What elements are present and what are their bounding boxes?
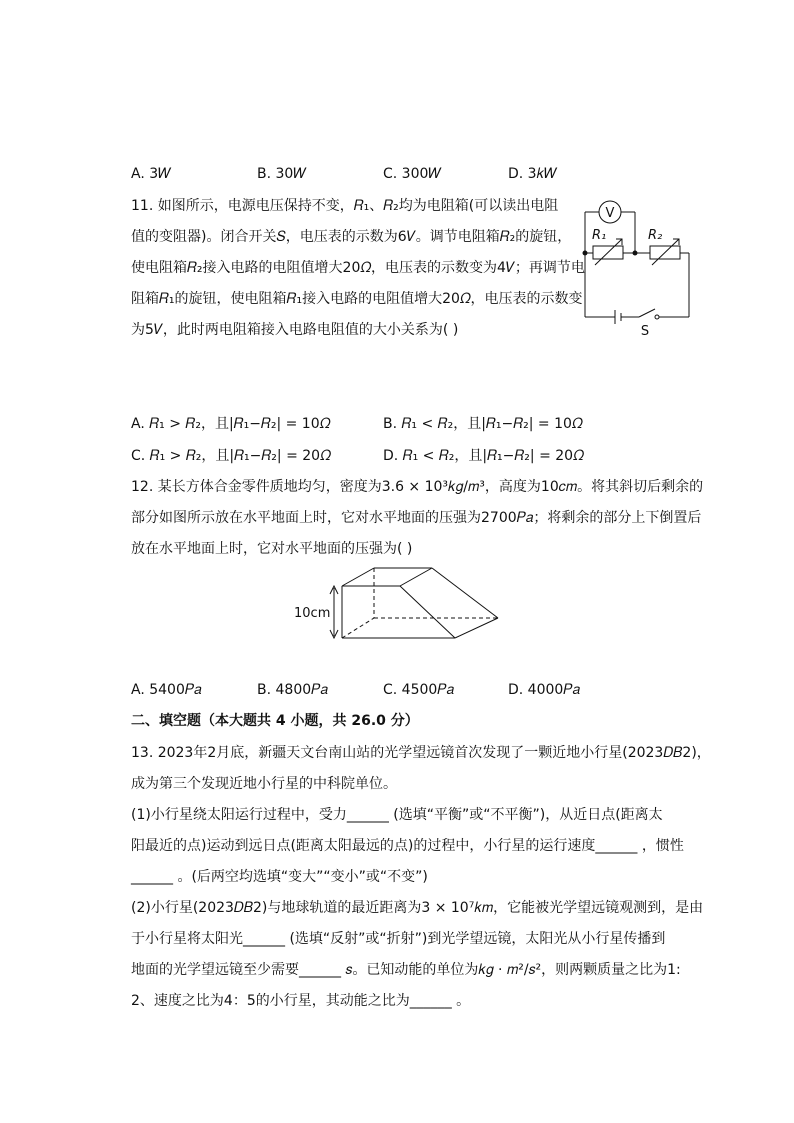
junction-dot	[583, 251, 588, 256]
q11-text-line: 为5𝑉，此时两电阻箱接入电路电阻值的大小关系为( )	[131, 322, 459, 338]
q12-option-a: A. 5400𝑃𝑎	[131, 682, 202, 698]
q11-text-line: 11. 如图所示，电源电压保持不变，𝑅₁、𝑅₂均为电阻箱(可以读出电阻	[131, 198, 559, 214]
q11-option-a: A. 𝑅₁ > 𝑅₂，且|𝑅₁−𝑅₂| = 10𝛺	[131, 416, 331, 432]
q13-text-line: (2)小行星(2023𝐷𝐵2)与地球轨道的最近距离为3 × 10⁷𝑘𝑚，它能被光学望远镜观测到，是由	[131, 900, 704, 916]
junction-dot	[633, 251, 638, 256]
section-heading: 二、填空题（本大题共 4 小题，共 26.0 分）	[131, 713, 419, 729]
q12-option-c: C. 4500𝑃𝑎	[383, 682, 455, 698]
q11-text-line: 阻箱𝑅₁的旋钮，使电阻箱𝑅₁接入电路的电阻值增大20𝛺，电压表的示数变	[131, 291, 583, 307]
q10-option-c: C. 300𝑊	[383, 166, 442, 182]
q13-text-line: 成为第三个发现近地小行星的中科院单位。	[131, 776, 397, 792]
q10-option-b: B. 30𝑊	[257, 166, 307, 182]
height-label: 10cm	[294, 606, 331, 621]
q11-text-line: 值的变阻器)。闭合开关𝑆，电压表的示数为6𝑉。调节电阻箱𝑅₂的旋钮，	[131, 229, 572, 245]
voltmeter-label: V	[605, 206, 615, 221]
q13-text-line: ______ 。(后两空均选填“变大”“变小”或“不变”)	[131, 869, 428, 885]
r2-label: R₂	[648, 228, 663, 243]
q13-text-line: 于小行星将太阳光______ (选填“反射”或“折射”)到光学望远镜，太阳光从小行星传播到	[131, 931, 666, 947]
q13-text-line: 2、速度之比为4：5的小行星，其动能之比为______ 。	[131, 993, 471, 1009]
q12-option-b: B. 4800𝑃𝑎	[257, 682, 328, 698]
q12-option-d: D. 4000𝑃𝑎	[508, 682, 581, 698]
q13-text-line: 13. 2023年2月底，新疆天文台南山站的光学望远镜首次发现了一颗近地小行星(2023𝐷𝐵2)，	[131, 745, 711, 761]
q11-text-line: 使电阻箱𝑅₂接入电路的电阻值增大20𝛺，电压表的示数变为4𝑉；再调节电	[131, 260, 585, 276]
q13-text-line: 阳最近的点)运动到远日点(距离太阳最远的点)的过程中，小行星的运行速度______ ，惯性	[131, 838, 684, 854]
q10-option-a: A. 3𝑊	[131, 166, 172, 182]
q12-text-line: 12. 某长方体合金零件质地均匀，密度为3.6 × 10³𝑘𝑔/𝑚³，高度为10𝑐𝑚。将其斜切后剩余的	[131, 479, 704, 495]
circuit-diagram	[575, 195, 700, 340]
switch-label: S	[640, 324, 650, 339]
q13-text-line: (1)小行星绕太阳运行过程中，受力______ (选填“平衡”或“不平衡”)，从近日点(距离太	[131, 807, 663, 823]
r1-label: R₁	[592, 228, 607, 243]
q12-text-line: 放在水平地面上时，它对水平地面的压强为( )	[131, 541, 413, 557]
q13-text-line: 地面的光学望远镜至少需要______ 𝑠。已知动能的单位为𝑘𝑔 · 𝑚²/𝑠²，则两颗质量之比为1:	[131, 962, 681, 978]
q11-option-d: D. 𝑅₁ < 𝑅₂，且|𝑅₁−𝑅₂| = 20𝛺	[383, 448, 584, 464]
cut-block-figure	[290, 558, 505, 648]
q12-text-line: 部分如图所示放在水平地面上时，它对水平地面的压强为2700𝑃𝑎；将剩余的部分上下倒置后	[131, 510, 702, 526]
q10-option-d: D. 3𝑘𝑊	[508, 166, 558, 182]
q11-option-b: B. 𝑅₁ < 𝑅₂，且|𝑅₁−𝑅₂| = 10𝛺	[383, 416, 583, 432]
q11-option-c: C. 𝑅₁ > 𝑅₂，且|𝑅₁−𝑅₂| = 20𝛺	[131, 448, 331, 464]
